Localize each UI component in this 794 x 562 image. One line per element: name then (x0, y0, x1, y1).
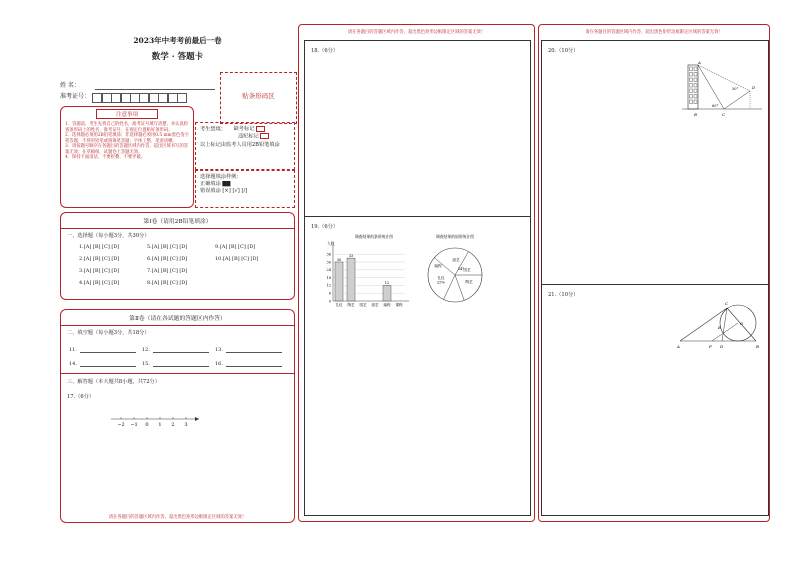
y-tick-label: 0 (328, 299, 331, 304)
y-tick-label: 36 (326, 252, 331, 257)
solve-section-title: 三、解答题（本大题共8小题，共72分） (67, 379, 160, 385)
q21-figure (676, 295, 766, 353)
choice-item[interactable]: 6.[A] [B] [C] [D] (147, 256, 188, 262)
pie-chart-title: 调查结果的扇形统计图 (436, 234, 474, 239)
number-line-label: 2 (171, 422, 175, 428)
exam-title: 2023年中考考前最后一卷 (133, 36, 222, 45)
building-window (690, 95, 693, 99)
angle-label: 60° (712, 104, 719, 108)
blank-label: 12. (142, 347, 150, 353)
building-window (694, 73, 697, 77)
number-line-arrow (195, 417, 199, 421)
x-tick-label: 园艺 (359, 303, 367, 307)
id-digit-cell[interactable] (177, 93, 187, 103)
fill-example-box (195, 170, 295, 208)
bar-chart-title: 调查结果的条形统计图 (355, 234, 393, 239)
x-tick-label: 编程 (383, 303, 391, 307)
name-field[interactable] (95, 89, 215, 90)
blank-label: 11. (69, 347, 77, 353)
building-window (690, 100, 693, 104)
y-tick-label: 12 (326, 283, 331, 288)
exam-id-label: 准考证号： (60, 93, 91, 100)
x-tick-label: 陶艺 (347, 303, 355, 307)
column2-frame (298, 24, 535, 522)
blank-label: 13. (215, 347, 223, 353)
number-line-label: −2 (117, 422, 125, 428)
fill-example-correct: 正确填涂 ▇▇ (200, 181, 231, 188)
y-tick-label: 6 (328, 291, 331, 296)
point-label: C (725, 301, 729, 306)
blank-label: 16. (215, 361, 223, 367)
notice-title: 注意事项 (96, 109, 158, 119)
name-label: 姓 名： (60, 82, 80, 89)
part1-box (60, 212, 295, 300)
pie-angle-label: 54° (458, 267, 465, 271)
y-tick-label: 18 (326, 275, 331, 280)
notice-item: 1．答题前，考生先将自己的姓名，准考证号填写清楚，并认真检查条形码上的姓名、准考证号，在规定位置贴好条形码。 (65, 122, 189, 133)
y-tick-label: 30 (326, 260, 331, 265)
bar (383, 285, 391, 301)
q17-label: 17.（6分） (67, 394, 95, 400)
bar-value-label: 30 (336, 257, 342, 262)
candidate-mark-label: 考生禁填： (200, 126, 226, 133)
q20-label: 20.（10分） (548, 48, 579, 54)
point-label: F (709, 344, 712, 349)
building-window (690, 73, 693, 77)
q20-figure (682, 59, 767, 125)
fill-section-title: 二、填空题（每小题3分，共18分） (67, 330, 150, 336)
pie-slice-label: 编程 (434, 264, 442, 268)
blank-answer-line[interactable] (153, 348, 209, 353)
number-line (111, 414, 201, 432)
point-label: A (698, 60, 701, 65)
blank-label: 14. (69, 361, 77, 367)
pie-slice-label: 礼仪 (437, 276, 445, 280)
building-window (694, 84, 697, 88)
blank-answer-line[interactable] (80, 348, 136, 353)
violation-label: 违纪标记 (238, 133, 259, 140)
blank-answer-line[interactable] (226, 348, 282, 353)
x-tick-label: 礼仪 (335, 303, 343, 307)
bar-chart (319, 233, 419, 311)
part1-title: 第Ⅰ卷（请用2B铅笔填涂） (143, 219, 212, 225)
notice-item: 4．保持卡面清洁，不要折叠、不要弄破。 (65, 155, 146, 161)
building-window (694, 100, 697, 104)
exam-id-grid[interactable] (93, 93, 187, 103)
q18-answer-area[interactable] (304, 40, 531, 217)
point-label: A (677, 344, 680, 349)
choice-item[interactable]: 1.[A] [B] [C] [D] (79, 244, 120, 250)
notice-list (61, 119, 193, 161)
choice-item[interactable]: 4.[A] [B] [C] [D] (79, 280, 120, 286)
bar-chart-ylabel: 人数 (327, 241, 335, 246)
q18-label: 18.（6分） (311, 48, 339, 54)
boundary-warning: 请在各题目的答题区域内作答，超出黑色矩形边框限定区域的答案无效！ (108, 515, 247, 520)
x-tick-label: 厨艺 (371, 303, 379, 307)
line-ac (698, 65, 724, 109)
pie-slice-label: 厨艺 (452, 258, 460, 262)
candidate-mark-note: 以上标记由监考人员用2B铅笔填涂 (200, 141, 280, 148)
point-label: B (694, 112, 697, 117)
choice-item[interactable]: 7.[A] [B] [C] [D] (147, 268, 188, 274)
bar (335, 262, 343, 301)
pie-slice-edge (455, 275, 464, 300)
building-window (694, 95, 697, 99)
choice-item[interactable]: 3.[A] [B] [C] [D] (79, 268, 120, 274)
column3-frame (538, 24, 770, 522)
part2-title: 第Ⅱ卷（请在各试题的答题区内作答） (129, 316, 226, 322)
line-fo (712, 323, 738, 341)
number-line-label: 1 (158, 422, 162, 428)
x-tick-label: 课程 (395, 303, 403, 307)
line-cd (724, 91, 750, 109)
notice-item: 3．请按题号顺序在各题目的答题区域内作答，超出区域书写的答案无效；在草稿纸、试题卷上答题无效。 (65, 144, 189, 155)
point-label: B (756, 344, 759, 349)
point-label: D (720, 344, 724, 349)
bar-value-label: 33 (348, 253, 354, 258)
choice-item[interactable]: 2.[A] [B] [C] [D] (79, 256, 120, 262)
blank-answer-line[interactable] (153, 362, 209, 367)
absent-label: 缺考标记 (233, 126, 255, 133)
q19-answer-area[interactable] (304, 215, 531, 516)
blank-label: 15. (142, 361, 150, 367)
pie-slice-label: 园艺 (463, 268, 471, 272)
choice-item[interactable]: 8.[A] [B] [C] [D] (147, 280, 188, 286)
boundary-warning: 请在各题目的答题区域内作答，超出黑色矩形边框限定区域的答案无效！ (347, 30, 486, 35)
pie-slice-value: 25% (437, 280, 445, 285)
building-window (690, 67, 693, 71)
blank-answer-line[interactable] (80, 362, 136, 367)
barcode-label: 贴条形码区 (242, 92, 275, 100)
number-line-label: −1 (130, 422, 138, 428)
building-window (690, 78, 693, 82)
q19-label: 19.（6分） (311, 224, 339, 230)
bar (347, 258, 355, 301)
blank-answer-line[interactable] (226, 362, 282, 367)
blank-grid (61, 336, 294, 367)
answer-sheet-title: 数学 · 答题卡 (151, 52, 204, 62)
point-label: O (740, 321, 744, 326)
point-label: D (752, 85, 756, 90)
point-label: E (718, 325, 721, 330)
building-window (690, 84, 693, 88)
barcode-area (220, 72, 297, 124)
q21-answer-area[interactable] (541, 283, 769, 516)
choice-item[interactable]: 9.[A] [B] [C] [D] (215, 244, 256, 250)
pie-chart (425, 233, 525, 313)
notice-item: 2．选择题必须用2B铅笔填涂；非选择题必须用0.5 mm黑色签字笔答题，不得用铅笔或圆珠笔答题；字体工整、笔迹清晰。 (65, 133, 189, 144)
part2-box (60, 309, 295, 523)
violation-checkbox[interactable] (260, 133, 269, 139)
building-window (690, 89, 693, 93)
bar-value-label: 12 (384, 281, 390, 286)
choice-item[interactable]: 5.[A] [B] [C] [D] (147, 244, 188, 250)
building-window (694, 89, 697, 93)
number-line-label: 3 (184, 422, 188, 428)
q20-answer-area[interactable] (541, 40, 769, 285)
notice-box (60, 106, 194, 208)
building-window (694, 78, 697, 82)
building-window (694, 67, 697, 71)
angle-label: 30° (732, 87, 739, 91)
absent-checkbox[interactable] (256, 126, 265, 132)
pie-slice-label: 陶艺 (465, 280, 473, 284)
number-line-label: 0 (145, 422, 149, 428)
y-tick-label: 24 (326, 268, 331, 273)
choice-section-title: 一、选择题（每小题3分，共30分） (67, 233, 150, 239)
fill-example-title: 选择题填涂样例： (200, 174, 242, 180)
choice-item[interactable]: 10.[A] [B] [C] [D] (215, 256, 259, 262)
boundary-warning: 请在各题目的答题区域内作答，超出黑色矩形边框限定区域的答案无效！ (585, 30, 723, 35)
choice-grid (61, 239, 294, 289)
point-label: C (722, 112, 726, 117)
candidate-mark-box (195, 122, 295, 170)
pie-slice-edge (444, 275, 455, 299)
q21-label: 21.（10分） (548, 292, 579, 298)
fill-example-wrong: 错误填涂 [×] [√] [/] (200, 188, 248, 195)
